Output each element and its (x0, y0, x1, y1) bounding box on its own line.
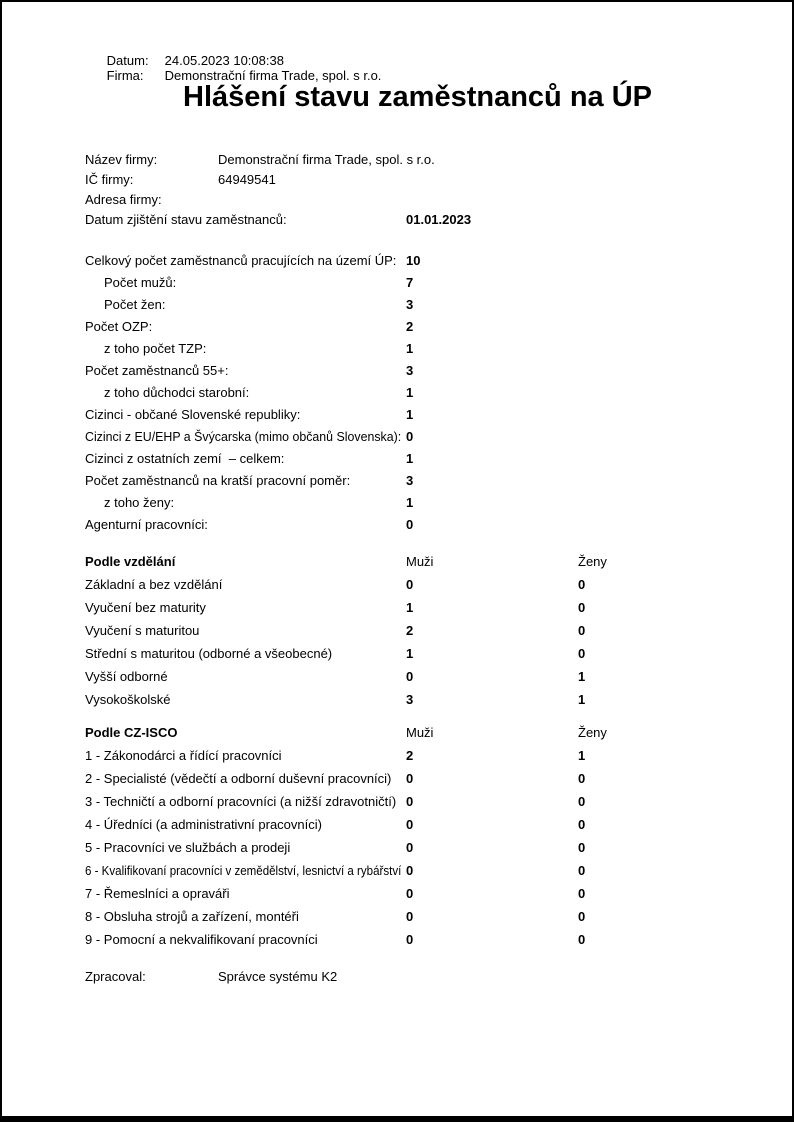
education-women-column-header: Ženy (578, 554, 607, 569)
men-count: 2 (406, 748, 414, 763)
report-meta (85, 38, 792, 83)
print-date-label: Datum: (106, 53, 149, 68)
stat-value: 7 (406, 275, 414, 290)
table-row (85, 928, 792, 951)
row-label: 4 - Úředníci (a administrativní pracovníci) (85, 817, 322, 832)
men-count: 0 (406, 840, 414, 855)
stat-value: 2 (406, 319, 414, 334)
stat-value: 1 (406, 495, 414, 510)
men-count: 0 (406, 932, 414, 947)
men-count: 0 (406, 771, 414, 786)
table-row (85, 619, 792, 642)
women-count: 0 (578, 863, 586, 878)
isco-men-column-header: Muži (406, 725, 434, 740)
stat-row (85, 470, 792, 492)
table-row (85, 642, 792, 665)
men-count: 3 (406, 692, 414, 707)
processed-by-row (85, 967, 792, 987)
isco-women-column-header: Ženy (578, 725, 607, 740)
record-date-label: Datum zjištění stavu zaměstnanců: (85, 212, 287, 227)
women-count: 0 (578, 646, 586, 661)
row-label: 2 - Specialisté (vědečtí a odborní duševní pracovníci) (85, 771, 392, 786)
info-field-value: 64949541 (218, 172, 276, 187)
women-count: 0 (578, 840, 586, 855)
stat-label: Počet zaměstnanců 55+: (85, 363, 229, 378)
women-count: 0 (578, 817, 586, 832)
stat-row (85, 492, 792, 514)
women-count: 0 (578, 623, 586, 638)
stat-label: Počet žen: (104, 297, 166, 312)
row-label: 7 - Řemeslníci a opraváři (85, 886, 230, 901)
stat-row (85, 404, 792, 426)
men-count: 0 (406, 863, 414, 878)
info-field-row (85, 190, 792, 210)
company-info-block (85, 150, 792, 230)
stat-label: Počet OZP: (85, 319, 153, 334)
table-row (85, 767, 792, 790)
info-field-row (85, 170, 792, 190)
isco-section-title: Podle CZ-ISCO (85, 725, 178, 740)
company-label: Firma: (106, 68, 144, 83)
table-row (85, 744, 792, 767)
isco-section (85, 721, 792, 951)
info-field-label: IČ firmy: (85, 172, 134, 187)
stat-label: Agenturní pracovníci: (85, 517, 208, 532)
table-row (85, 665, 792, 688)
row-label: Vyšší odborné (85, 669, 168, 684)
row-label: Vyučení s maturitou (85, 623, 200, 638)
stat-value: 1 (406, 407, 414, 422)
stat-value: 10 (406, 253, 421, 268)
stat-label: Cizinci z ostatních zemí – celkem: (85, 451, 285, 466)
stat-row (85, 338, 792, 360)
table-row (85, 813, 792, 836)
stat-row (85, 514, 792, 536)
table-row (85, 573, 792, 596)
row-label: 3 - Techničtí a odborní pracovníci (a nižší zdravotničtí) (85, 794, 397, 809)
stat-row (85, 360, 792, 382)
men-count: 1 (406, 600, 414, 615)
stat-label: Cizinci z EU/EHP a Švýcarska (mimo občanů Slovenska): (85, 429, 402, 444)
stat-row (85, 294, 792, 316)
isco-rows (85, 744, 792, 951)
record-date-value: 01.01.2023 (406, 212, 472, 227)
stat-row (85, 316, 792, 338)
women-count: 0 (578, 577, 586, 592)
stat-label: z toho ženy: (104, 495, 175, 510)
table-row (85, 859, 792, 882)
table-row (85, 596, 792, 619)
education-section-title: Podle vzdělání (85, 554, 176, 569)
stat-row (85, 250, 792, 272)
men-count: 0 (406, 794, 414, 809)
processed-by-label: Zpracoval: (85, 969, 146, 984)
print-date-row (85, 38, 792, 68)
education-section (85, 550, 792, 711)
women-count: 1 (578, 669, 586, 684)
table-row (85, 882, 792, 905)
info-field-label: Adresa firmy: (85, 192, 162, 207)
stat-row (85, 382, 792, 404)
print-date-value: 24.05.2023 10:08:38 (164, 53, 284, 68)
education-men-column-header: Muži (406, 554, 434, 569)
table-row (85, 836, 792, 859)
row-label: Vysokoškolské (85, 692, 171, 707)
women-count: 0 (578, 909, 586, 924)
info-field-label: Název firmy: (85, 152, 158, 167)
row-label: Základní a bez vzdělání (85, 577, 223, 592)
education-section-header (85, 550, 792, 573)
info-field-row (85, 150, 792, 170)
women-count: 1 (578, 748, 586, 763)
row-label: 5 - Pracovníci ve službách a prodeji (85, 840, 291, 855)
stat-value: 0 (406, 429, 414, 444)
company-value: Demonstrační firma Trade, spol. s r.o. (164, 68, 382, 83)
row-label: 1 - Zákonodárci a řídící pracovníci (85, 748, 282, 763)
stat-value: 3 (406, 297, 414, 312)
table-row (85, 905, 792, 928)
row-label: 8 - Obsluha strojů a zařízení, montéři (85, 909, 299, 924)
stat-row (85, 426, 792, 448)
women-count: 0 (578, 794, 586, 809)
men-count: 0 (406, 886, 414, 901)
men-count: 2 (406, 623, 414, 638)
row-label: Střední s maturitou (odborné a všeobecné) (85, 646, 333, 661)
women-count: 0 (578, 600, 586, 615)
record-date-row (85, 210, 792, 230)
stat-value: 1 (406, 341, 414, 356)
men-count: 1 (406, 646, 414, 661)
report-title: Hlášení stavu zaměstnanců na ÚP (183, 81, 652, 113)
men-count: 0 (406, 817, 414, 832)
row-label: 6 - Kvalifikovaní pracovníci v zemědělství, lesnictví a rybářství (85, 863, 402, 878)
isco-section-header (85, 721, 792, 744)
women-count: 0 (578, 771, 586, 786)
stat-label: Počet mužů: (104, 275, 177, 290)
stat-value: 3 (406, 363, 414, 378)
women-count: 0 (578, 886, 586, 901)
row-label: Vyučení bez maturity (85, 600, 206, 615)
women-count: 1 (578, 692, 586, 707)
stat-label: z toho důchodci starobní: (104, 385, 250, 400)
stat-value: 3 (406, 473, 414, 488)
row-label: 9 - Pomocní a nekvalifikovaní pracovníci (85, 932, 318, 947)
processed-by-value: Správce systému K2 (218, 969, 338, 984)
stat-value: 1 (406, 385, 414, 400)
stat-value: 0 (406, 517, 414, 532)
page-bottom-bar (2, 1116, 792, 1120)
education-rows (85, 573, 792, 711)
stat-label: Celkový počet zaměstnanců pracujících na území ÚP: (85, 253, 397, 268)
stat-label: Cizinci - občané Slovenské republiky: (85, 407, 301, 422)
stat-label: Počet zaměstnanců na kratší pracovní poměr: (85, 473, 351, 488)
stat-label: z toho počet TZP: (104, 341, 207, 356)
stat-value: 1 (406, 451, 414, 466)
men-count: 0 (406, 669, 414, 684)
employee-stats-block (85, 250, 792, 536)
info-field-value: Demonstrační firma Trade, spol. s r.o. (218, 152, 435, 167)
table-row (85, 790, 792, 813)
stat-row (85, 272, 792, 294)
stat-row (85, 448, 792, 470)
table-row (85, 688, 792, 711)
men-count: 0 (406, 909, 414, 924)
women-count: 0 (578, 932, 586, 947)
men-count: 0 (406, 577, 414, 592)
